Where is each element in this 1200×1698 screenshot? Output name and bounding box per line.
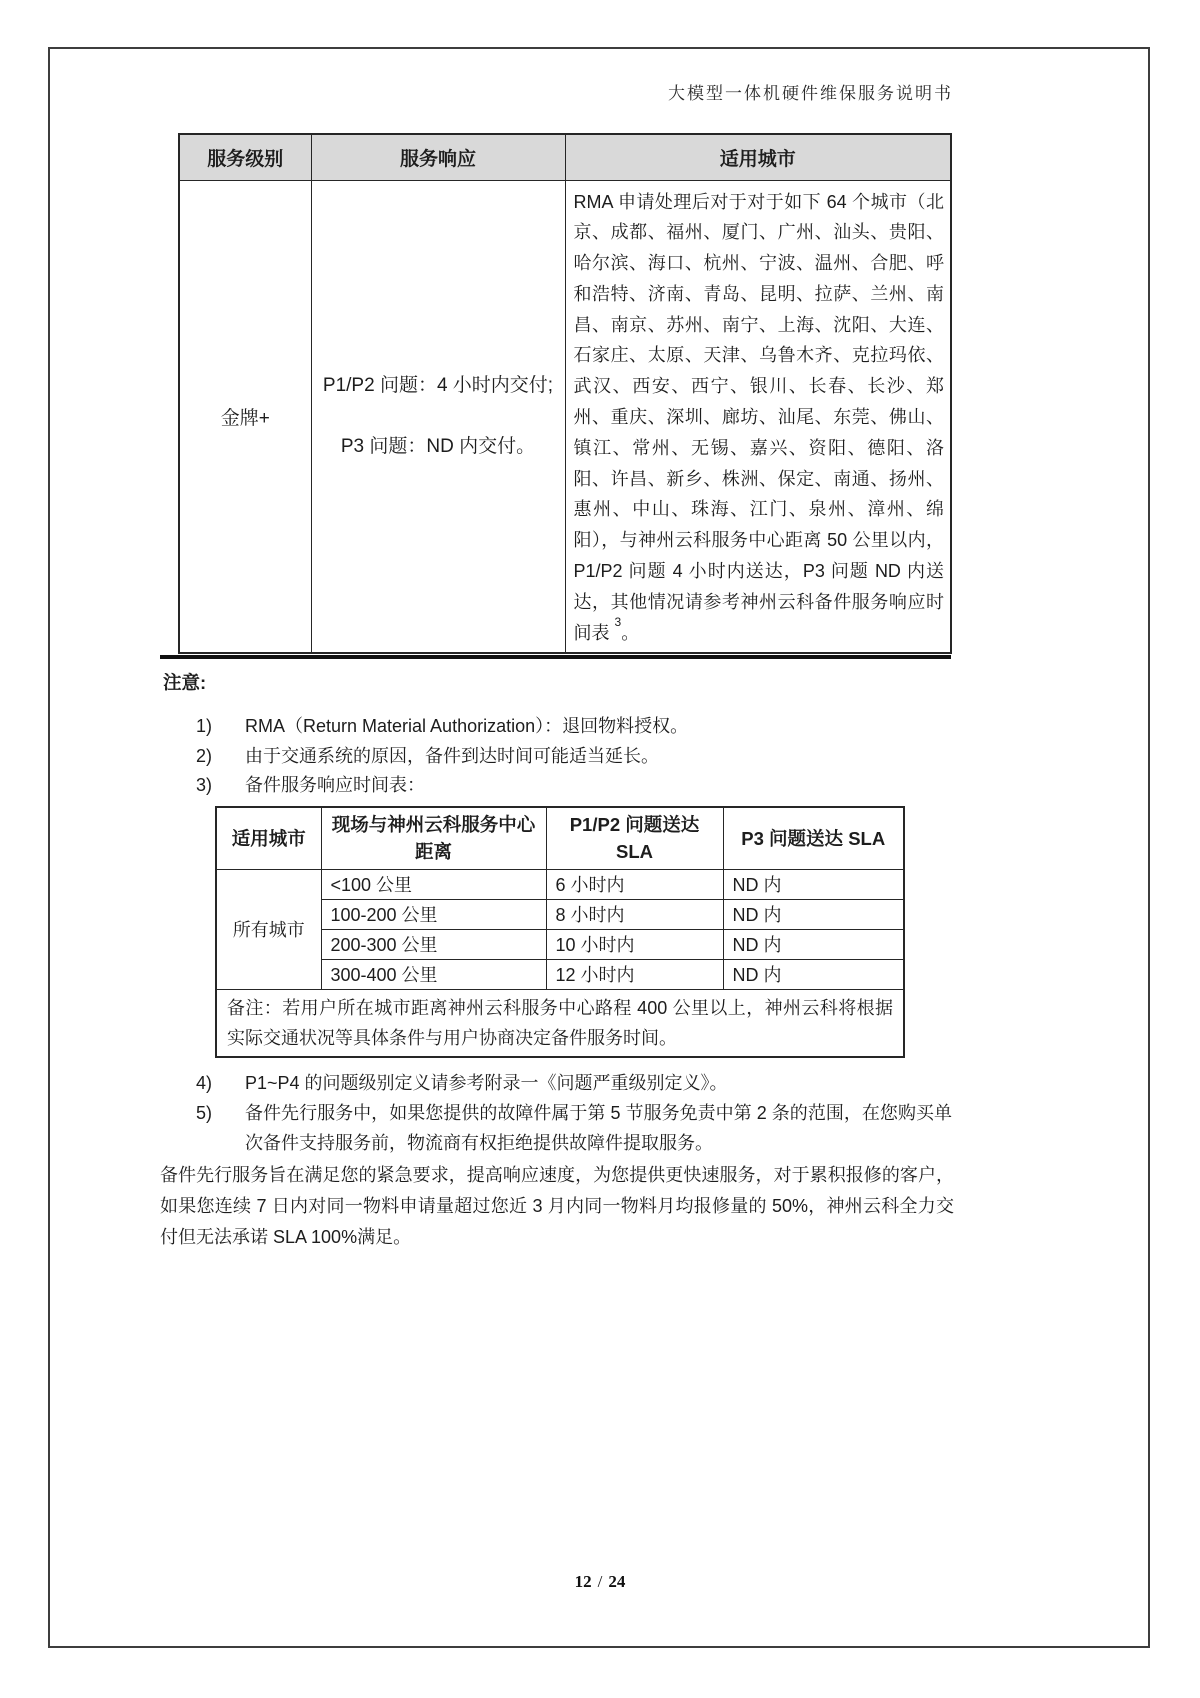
notes-title: 注意: — [163, 672, 207, 693]
note-number: 4) — [196, 1073, 213, 1093]
page-number-separator: / — [597, 1572, 603, 1591]
applicable-cities-cell — [565, 180, 951, 653]
note-number: 3) — [196, 775, 213, 795]
sla-header-p3: P3 问题送达 SLA — [723, 807, 904, 869]
header-service-level: 服务级别 — [179, 134, 311, 180]
sla-header-p12: P1/P2 问题送达 SLA — [546, 807, 723, 869]
remark-cell: 备注：若用户所在城市距离神州云科服务中心路程 400 公里以上，神州云科将根据实际交通状况等具体条件与用户协商决定备件服务时间。 — [216, 989, 904, 1057]
response-p1p2: P1/P2 问题：4 小时内交付; — [322, 375, 554, 397]
cities-text-end: 。 — [621, 622, 640, 643]
section-divider — [160, 655, 951, 659]
spare-parts-sla-table — [215, 806, 905, 1058]
distance-cell: 200-300 公里 — [321, 929, 546, 959]
service-response-cell — [311, 180, 565, 653]
distance-cell: 100-200 公里 — [321, 899, 546, 929]
p3-sla-cell: ND 内 — [723, 869, 904, 899]
note-text: 备件服务响应时间表： — [245, 775, 425, 795]
cities-text: RMA 申请处理后对于对于如下 64 个城市（北京、成都、福州、厦门、广州、汕头、贵阳、哈尔滨、海口、杭州、宁波、温州、合肥、呼和浩特、济南、青岛、昆明、拉萨、兰州、南昌、南京、苏州、南宁、上海、沈阳、大连、石家庄、太原、天津、乌鲁木齐、克拉玛依、武汉、西安、西宁、银川、长春、长沙、郑州、重庆、深圳、廊坊、汕尾、东莞、佛山、镇江、常州、无锡、嘉兴、资阳、德阳、洛阳、许昌、新乡、株洲、保定、南通、扬州、惠州、中山、珠海、江门、泉州、漳州、绵阳），与神州云科服务中心距离 50 公里以内，P1/P2 问题 4 小时内送达，P3 问题 ND 内送达，其他情况请参考神州云科备件服务响应时间表 — [573, 191, 944, 643]
note-number: 1) — [196, 716, 213, 736]
header-service-response: 服务响应 — [311, 134, 565, 180]
service-level-table — [178, 133, 952, 654]
note-item-2 — [196, 741, 956, 771]
p12-sla-cell: 6 小时内 — [546, 869, 723, 899]
note-number: 5) — [196, 1103, 213, 1123]
distance-cell: <100 公里 — [321, 869, 546, 899]
note-item-5 — [196, 1098, 956, 1158]
note-item-1 — [196, 711, 956, 741]
page-number-current: 12 — [574, 1572, 592, 1591]
p12-sla-cell: 10 小时内 — [546, 929, 723, 959]
header-applicable-cities: 适用城市 — [565, 134, 951, 180]
page-number — [0, 1572, 1200, 1592]
note-text: RMA（Return Material Authorization）：退回物料授权。 — [245, 716, 689, 736]
p12-sla-cell: 8 小时内 — [546, 899, 723, 929]
p3-sla-cell: ND 内 — [723, 959, 904, 989]
note-item-3 — [196, 770, 956, 800]
sla-header-city: 适用城市 — [216, 807, 321, 869]
service-table-row — [179, 180, 951, 653]
note-text: 备件先行服务中，如果您提供的故障件属于第 5 节服务免责中第 2 条的范围，在您购买单次备件支持服务前，物流商有权拒绝提供故障件提取服务。 — [245, 1103, 952, 1153]
sla-row — [216, 869, 904, 899]
footnote-ref: 3 — [614, 614, 622, 629]
service-table-header-row — [179, 134, 951, 180]
city-scope-cell: 所有城市 — [216, 869, 321, 989]
note-item-4 — [196, 1068, 956, 1098]
p3-sla-cell: ND 内 — [723, 929, 904, 959]
sla-remark-row — [216, 989, 904, 1057]
note-text: P1~P4 的问题级别定义请参考附录一《问题严重级别定义》。 — [245, 1073, 728, 1093]
distance-cell: 300-400 公里 — [321, 959, 546, 989]
p12-sla-cell: 12 小时内 — [546, 959, 723, 989]
page-number-total: 24 — [608, 1572, 626, 1591]
sla-header-row — [216, 807, 904, 869]
p3-sla-cell: ND 内 — [723, 899, 904, 929]
document-title: 大模型一体机硬件维保服务说明书 — [668, 84, 953, 103]
sla-header-distance: 现场与神州云科服务中心距离 — [321, 807, 546, 869]
note-text: 由于交通系统的原因，备件到达时间可能适当延长。 — [245, 746, 659, 766]
service-level-cell: 金牌+ — [179, 180, 311, 653]
note-number: 2) — [196, 746, 213, 766]
response-p3: P3 问题：ND 内交付。 — [340, 436, 536, 458]
closing-paragraph: 备件先行服务旨在满足您的紧急要求，提高响应速度，为您提供更快速服务，对于累积报修的客户，如果您连续 7 日内对同一物料申请量超过您近 3 月内同一物料月均报修量的 50%，神州云科全力交付但无法承诺 SLA 100%满足。 — [160, 1165, 954, 1247]
